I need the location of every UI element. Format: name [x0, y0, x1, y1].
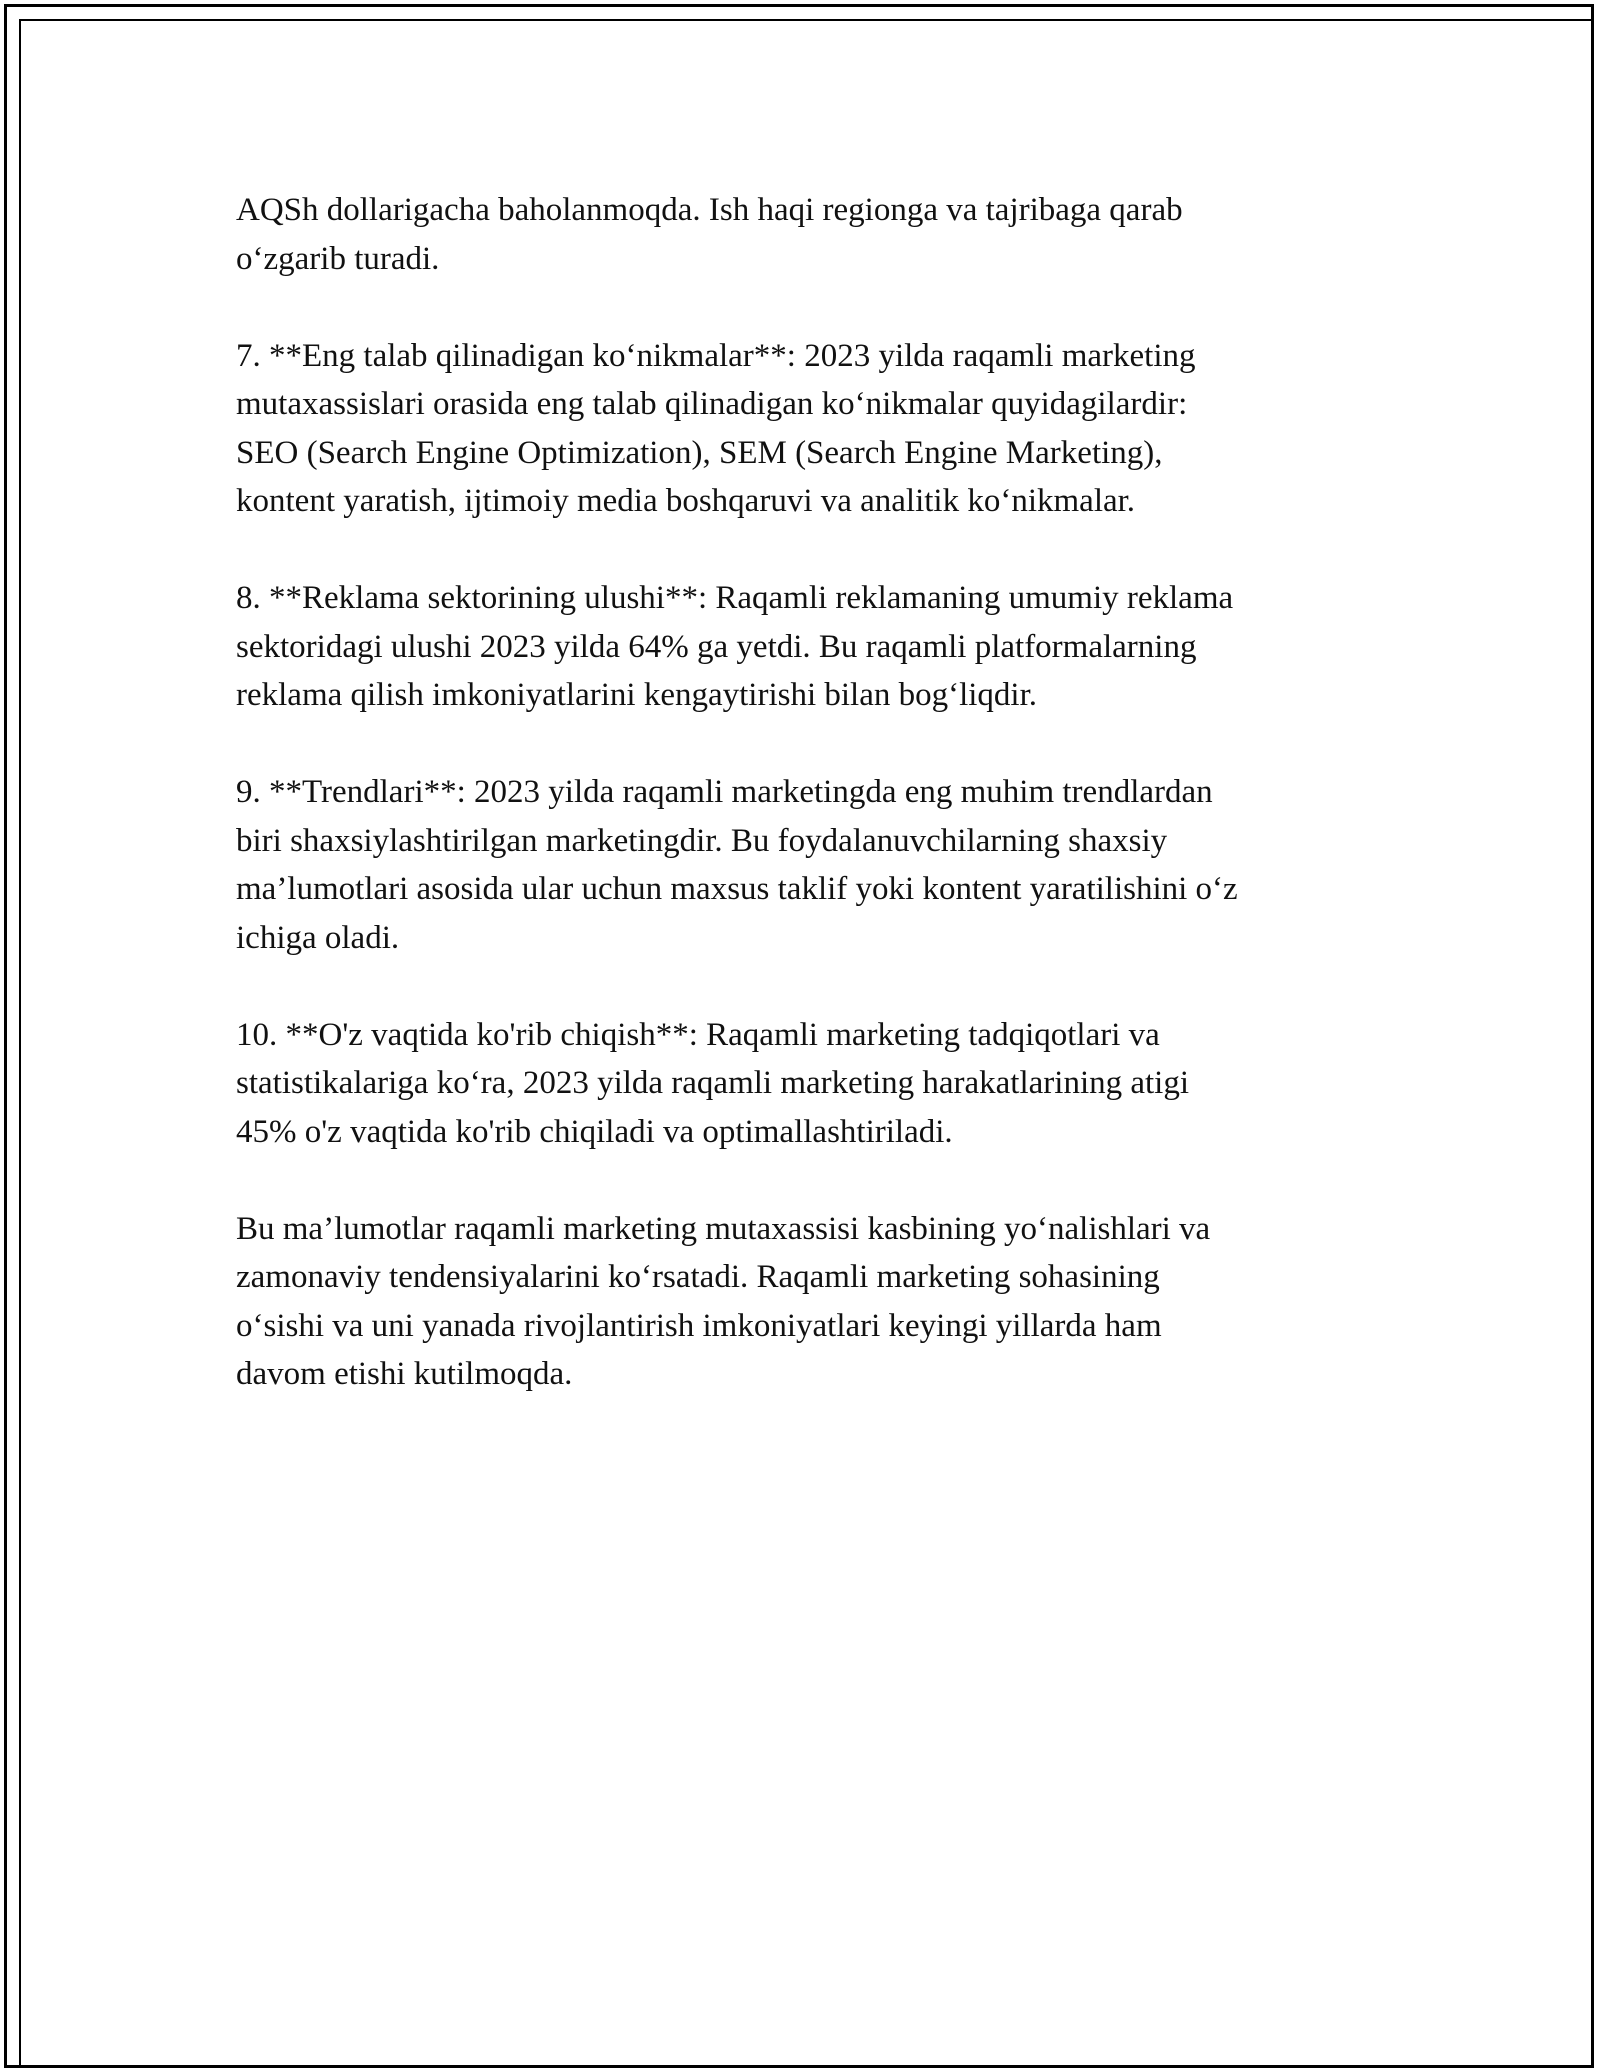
- text-line: kontent yaratish, ijtimoiy media boshqaruvi va analitik ko‘nikmalar.: [236, 483, 1136, 519]
- text-line: biri shaxsiylashtirilgan marketingdir. Bu foydalanuvchilarning shaxsiy: [236, 822, 1168, 859]
- document-body: [236, 186, 1376, 1447]
- text-line: reklama qilish imkoniyatlarini kengaytirishi bilan bog‘liqdir.: [236, 677, 1038, 713]
- text-line: o‘zgarib turadi.: [236, 240, 440, 277]
- text-line: mutaxassislari orasida eng talab qilinadigan ko‘nikmalar quyidagilardir:: [236, 386, 1188, 422]
- paragraph-item-10-review: [236, 1011, 1376, 1157]
- text-line: 45% o'z vaqtida ko'rib chiqiladi va optimallashtiriladi.: [236, 1113, 953, 1150]
- paragraph-conclusion: [236, 1205, 1376, 1399]
- text-line: 8. **Reklama sektorining ulushi**: Raqamli reklamaning umumiy reklama: [236, 580, 1234, 616]
- text-line: AQSh dollarigacha baholanmoqda. Ish haqi regionga va tajribaga qarab: [236, 192, 1183, 228]
- paragraph-item-9-trends: [236, 768, 1376, 962]
- text-line: davom etishi kutilmoqda.: [236, 1356, 573, 1392]
- text-line: Bu ma’lumotlar raqamli marketing mutaxassisi kasbining yo‘nalishlari va: [236, 1210, 1211, 1247]
- text-line: 9. **Trendlari**: 2023 yilda raqamli marketingda eng muhim trendlardan: [236, 774, 1213, 810]
- text-line: zamonaviy tendensiyalarini ko‘rsatadi. Raqamli marketing sohasining: [236, 1259, 1160, 1295]
- text-line: 10. **O'z vaqtida ko'rib chiqish**: Raqamli marketing tadqiqotlari va: [236, 1016, 1160, 1053]
- text-line: statistikalariga ko‘ra, 2023 yilda raqamli marketing harakatlarining atigi: [236, 1065, 1190, 1101]
- text-line: 7. **Eng talab qilinadigan ko‘nikmalar**: 2023 yilda raqamli marketing: [236, 337, 1196, 374]
- text-line: o‘sishi va uni yanada rivojlantirish imkoniyatlari keyingi yillarda ham: [236, 1307, 1162, 1344]
- text-line: SEO (Search Engine Optimization), SEM (Search Engine Marketing),: [236, 434, 1163, 471]
- text-line: sektoridagi ulushi 2023 yilda 64% ga yetdi. Bu raqamli platformalarning: [236, 628, 1197, 665]
- text-line: ma’lumotlari asosida ular uchun maxsus taklif yoki kontent yaratilishini o‘z: [236, 871, 1238, 907]
- paragraph-item-8-ad-share: [236, 574, 1376, 720]
- text-line: ichiga oladi.: [236, 919, 400, 956]
- paragraph-salary-continued: [236, 186, 1376, 283]
- paragraph-item-7-skills: [236, 332, 1376, 526]
